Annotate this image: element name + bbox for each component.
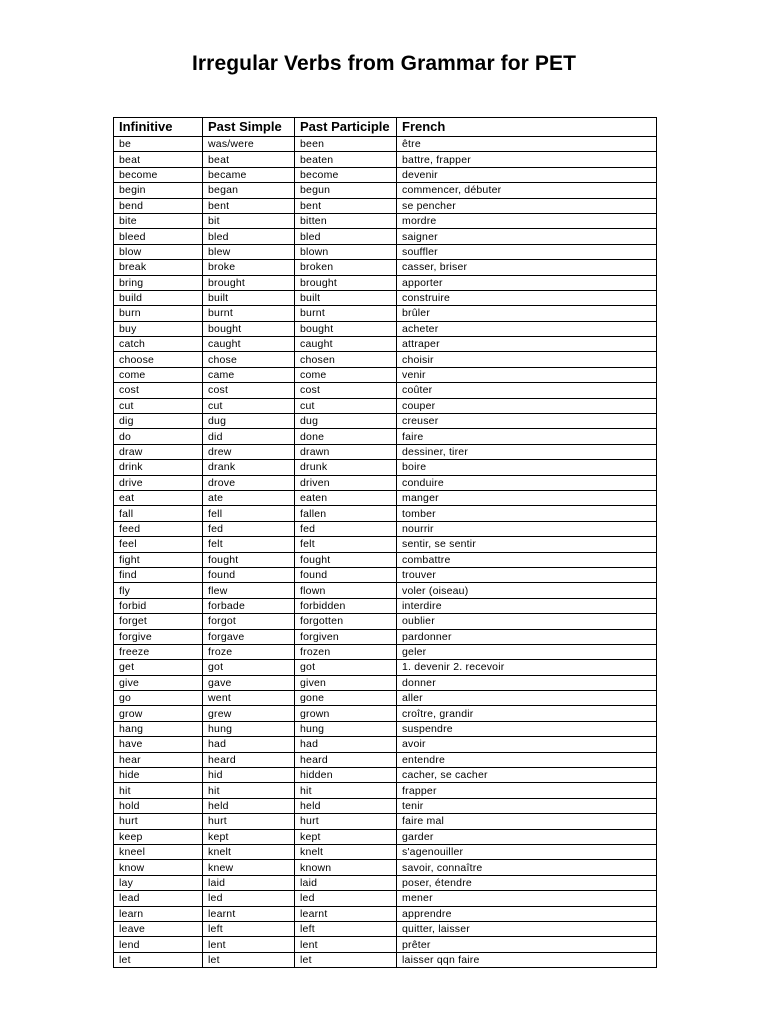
past-participle-cell: done [295, 429, 397, 444]
french-cell: mordre [397, 213, 657, 228]
past-simple-cell: forbade [203, 598, 295, 613]
infinitive-cell: lend [114, 937, 203, 952]
table-row [114, 460, 657, 475]
infinitive-cell: catch [114, 337, 203, 352]
table-row [114, 367, 657, 382]
past-participle-cell: come [295, 367, 397, 382]
table-row [114, 198, 657, 213]
french-cell: commencer, débuter [397, 183, 657, 198]
past-participle-cell: heard [295, 752, 397, 767]
infinitive-cell: hurt [114, 814, 203, 829]
infinitive-cell: cut [114, 398, 203, 413]
infinitive-cell: lead [114, 891, 203, 906]
past-participle-cell: bitten [295, 213, 397, 228]
infinitive-cell: drink [114, 460, 203, 475]
table-row [114, 521, 657, 536]
past-participle-cell: fought [295, 552, 397, 567]
infinitive-cell: find [114, 567, 203, 582]
infinitive-cell: fall [114, 506, 203, 521]
past-participle-cell: forbidden [295, 598, 397, 613]
past-simple-cell: lent [203, 937, 295, 952]
table-row [114, 752, 657, 767]
french-cell: frapper [397, 783, 657, 798]
french-cell: nourrir [397, 521, 657, 536]
past-participle-cell: forgiven [295, 629, 397, 644]
past-simple-cell: kept [203, 829, 295, 844]
infinitive-cell: have [114, 737, 203, 752]
past-simple-cell: began [203, 183, 295, 198]
table-row [114, 706, 657, 721]
table-row [114, 337, 657, 352]
table-row [114, 814, 657, 829]
past-simple-cell: flew [203, 583, 295, 598]
table-row [114, 644, 657, 659]
past-participle-cell: fallen [295, 506, 397, 521]
infinitive-cell: let [114, 952, 203, 967]
french-cell: entendre [397, 752, 657, 767]
french-cell: brûler [397, 306, 657, 321]
table-row [114, 444, 657, 459]
french-cell: prêter [397, 937, 657, 952]
french-cell: laisser qqn faire [397, 952, 657, 967]
infinitive-cell: beat [114, 152, 203, 167]
french-cell: creuser [397, 414, 657, 429]
column-header-french: French [397, 118, 657, 137]
infinitive-cell: bleed [114, 229, 203, 244]
french-cell: être [397, 137, 657, 152]
infinitive-cell: eat [114, 490, 203, 505]
infinitive-cell: do [114, 429, 203, 444]
infinitive-cell: fly [114, 583, 203, 598]
past-simple-cell: found [203, 567, 295, 582]
table-row [114, 906, 657, 921]
past-simple-cell: had [203, 737, 295, 752]
french-cell: choisir [397, 352, 657, 367]
french-cell: combattre [397, 552, 657, 567]
french-cell: se pencher [397, 198, 657, 213]
table-row [114, 737, 657, 752]
past-participle-cell: drunk [295, 460, 397, 475]
infinitive-cell: fight [114, 552, 203, 567]
infinitive-cell: come [114, 367, 203, 382]
past-participle-cell: driven [295, 475, 397, 490]
past-simple-cell: drew [203, 444, 295, 459]
infinitive-cell: know [114, 860, 203, 875]
past-participle-cell: eaten [295, 490, 397, 505]
table-row [114, 552, 657, 567]
past-participle-cell: knelt [295, 844, 397, 859]
french-cell: devenir [397, 167, 657, 182]
past-participle-cell: forgotten [295, 614, 397, 629]
past-simple-cell: fell [203, 506, 295, 521]
past-participle-cell: broken [295, 260, 397, 275]
french-cell: suspendre [397, 721, 657, 736]
past-participle-cell: bent [295, 198, 397, 213]
table-row [114, 429, 657, 444]
french-cell: couper [397, 398, 657, 413]
table-row [114, 244, 657, 259]
past-participle-cell: learnt [295, 906, 397, 921]
french-cell: faire mal [397, 814, 657, 829]
french-cell: s'agenouiller [397, 844, 657, 859]
past-participle-cell: hidden [295, 768, 397, 783]
infinitive-cell: hide [114, 768, 203, 783]
french-cell: mener [397, 891, 657, 906]
infinitive-cell: hang [114, 721, 203, 736]
past-simple-cell: dug [203, 414, 295, 429]
past-simple-cell: was/were [203, 137, 295, 152]
infinitive-cell: bite [114, 213, 203, 228]
french-cell: voler (oiseau) [397, 583, 657, 598]
past-participle-cell: cost [295, 383, 397, 398]
french-cell: saigner [397, 229, 657, 244]
past-simple-cell: cost [203, 383, 295, 398]
past-participle-cell: dug [295, 414, 397, 429]
past-participle-cell: been [295, 137, 397, 152]
table-row [114, 475, 657, 490]
past-participle-cell: known [295, 860, 397, 875]
french-cell: faire [397, 429, 657, 444]
table-row [114, 798, 657, 813]
table-row [114, 167, 657, 182]
past-simple-cell: caught [203, 337, 295, 352]
infinitive-cell: dig [114, 414, 203, 429]
past-simple-cell: heard [203, 752, 295, 767]
french-cell: donner [397, 675, 657, 690]
column-header-past-simple: Past Simple [203, 118, 295, 137]
french-cell: trouver [397, 567, 657, 582]
past-simple-cell: drank [203, 460, 295, 475]
french-cell: casser, briser [397, 260, 657, 275]
past-participle-cell: burnt [295, 306, 397, 321]
french-cell: interdire [397, 598, 657, 613]
table-row [114, 506, 657, 521]
table-row [114, 629, 657, 644]
french-cell: garder [397, 829, 657, 844]
infinitive-cell: bring [114, 275, 203, 290]
past-participle-cell: lent [295, 937, 397, 952]
past-participle-cell: chosen [295, 352, 397, 367]
past-participle-cell: led [295, 891, 397, 906]
past-simple-cell: gave [203, 675, 295, 690]
infinitive-cell: keep [114, 829, 203, 844]
past-participle-cell: frozen [295, 644, 397, 659]
past-simple-cell: went [203, 691, 295, 706]
table-body [114, 137, 657, 968]
past-participle-cell: begun [295, 183, 397, 198]
table-row [114, 213, 657, 228]
french-cell: manger [397, 490, 657, 505]
french-cell: cacher, se cacher [397, 768, 657, 783]
past-participle-cell: held [295, 798, 397, 813]
past-simple-cell: let [203, 952, 295, 967]
past-simple-cell: grew [203, 706, 295, 721]
french-cell: venir [397, 367, 657, 382]
past-participle-cell: caught [295, 337, 397, 352]
infinitive-cell: feel [114, 537, 203, 552]
past-simple-cell: built [203, 290, 295, 305]
french-cell: dessiner, tirer [397, 444, 657, 459]
past-participle-cell: felt [295, 537, 397, 552]
past-simple-cell: knelt [203, 844, 295, 859]
past-simple-cell: chose [203, 352, 295, 367]
infinitive-cell: cost [114, 383, 203, 398]
table-row [114, 383, 657, 398]
table-row [114, 229, 657, 244]
column-header-past-participle: Past Participle [295, 118, 397, 137]
infinitive-cell: hit [114, 783, 203, 798]
infinitive-cell: feed [114, 521, 203, 536]
past-simple-cell: beat [203, 152, 295, 167]
past-participle-cell: laid [295, 875, 397, 890]
infinitive-cell: leave [114, 921, 203, 936]
past-participle-cell: cut [295, 398, 397, 413]
past-simple-cell: brought [203, 275, 295, 290]
past-participle-cell: hit [295, 783, 397, 798]
table-row [114, 567, 657, 582]
past-simple-cell: led [203, 891, 295, 906]
table-row [114, 829, 657, 844]
table-row [114, 675, 657, 690]
infinitive-cell: begin [114, 183, 203, 198]
french-cell: aller [397, 691, 657, 706]
infinitive-cell: freeze [114, 644, 203, 659]
infinitive-cell: be [114, 137, 203, 152]
past-participle-cell: drawn [295, 444, 397, 459]
french-cell: souffler [397, 244, 657, 259]
infinitive-cell: forgive [114, 629, 203, 644]
past-participle-cell: had [295, 737, 397, 752]
infinitive-cell: forbid [114, 598, 203, 613]
past-participle-cell: fed [295, 521, 397, 536]
past-simple-cell: hung [203, 721, 295, 736]
table-row [114, 860, 657, 875]
past-participle-cell: given [295, 675, 397, 690]
past-simple-cell: hit [203, 783, 295, 798]
past-participle-cell: beaten [295, 152, 397, 167]
past-participle-cell: got [295, 660, 397, 675]
table-row [114, 152, 657, 167]
french-cell: sentir, se sentir [397, 537, 657, 552]
past-participle-cell: found [295, 567, 397, 582]
table-row [114, 844, 657, 859]
french-cell: conduire [397, 475, 657, 490]
past-simple-cell: burnt [203, 306, 295, 321]
past-simple-cell: broke [203, 260, 295, 275]
past-simple-cell: held [203, 798, 295, 813]
past-participle-cell: bled [295, 229, 397, 244]
french-cell: poser, étendre [397, 875, 657, 890]
past-simple-cell: drove [203, 475, 295, 490]
infinitive-cell: lay [114, 875, 203, 890]
past-simple-cell: did [203, 429, 295, 444]
past-simple-cell: fed [203, 521, 295, 536]
past-simple-cell: hurt [203, 814, 295, 829]
table-row [114, 691, 657, 706]
french-cell: battre, frapper [397, 152, 657, 167]
french-cell: attraper [397, 337, 657, 352]
table-row [114, 952, 657, 967]
infinitive-cell: go [114, 691, 203, 706]
french-cell: pardonner [397, 629, 657, 644]
past-participle-cell: brought [295, 275, 397, 290]
french-cell: geler [397, 644, 657, 659]
past-participle-cell: blown [295, 244, 397, 259]
past-participle-cell: hung [295, 721, 397, 736]
past-simple-cell: fought [203, 552, 295, 567]
table-row [114, 598, 657, 613]
table-row [114, 352, 657, 367]
infinitive-cell: hear [114, 752, 203, 767]
table-row [114, 306, 657, 321]
table-row [114, 660, 657, 675]
french-cell: construire [397, 290, 657, 305]
past-simple-cell: bent [203, 198, 295, 213]
past-participle-cell: flown [295, 583, 397, 598]
past-participle-cell: hurt [295, 814, 397, 829]
table-row [114, 891, 657, 906]
infinitive-cell: drive [114, 475, 203, 490]
table-row [114, 183, 657, 198]
infinitive-cell: hold [114, 798, 203, 813]
past-simple-cell: ate [203, 490, 295, 505]
past-simple-cell: felt [203, 537, 295, 552]
past-simple-cell: became [203, 167, 295, 182]
table-header-row [114, 118, 657, 137]
past-participle-cell: let [295, 952, 397, 967]
table-row [114, 490, 657, 505]
infinitive-cell: break [114, 260, 203, 275]
table-row [114, 537, 657, 552]
past-participle-cell: built [295, 290, 397, 305]
table-row [114, 783, 657, 798]
infinitive-cell: kneel [114, 844, 203, 859]
french-cell: quitter, laisser [397, 921, 657, 936]
past-simple-cell: froze [203, 644, 295, 659]
french-cell: apprendre [397, 906, 657, 921]
past-participle-cell: kept [295, 829, 397, 844]
table-row [114, 921, 657, 936]
past-simple-cell: knew [203, 860, 295, 875]
french-cell: avoir [397, 737, 657, 752]
past-simple-cell: forgave [203, 629, 295, 644]
page-title: Irregular Verbs from Grammar for PET [191, 52, 577, 75]
infinitive-cell: give [114, 675, 203, 690]
french-cell: coûter [397, 383, 657, 398]
table-row [114, 275, 657, 290]
french-cell: tomber [397, 506, 657, 521]
table-row [114, 137, 657, 152]
past-participle-cell: bought [295, 321, 397, 336]
past-simple-cell: blew [203, 244, 295, 259]
past-simple-cell: bit [203, 213, 295, 228]
past-simple-cell: forgot [203, 614, 295, 629]
table-row [114, 414, 657, 429]
table-row [114, 260, 657, 275]
table-row [114, 768, 657, 783]
past-simple-cell: came [203, 367, 295, 382]
past-simple-cell: learnt [203, 906, 295, 921]
past-simple-cell: laid [203, 875, 295, 890]
past-participle-cell: become [295, 167, 397, 182]
french-cell: croître, grandir [397, 706, 657, 721]
infinitive-cell: forget [114, 614, 203, 629]
past-simple-cell: got [203, 660, 295, 675]
infinitive-cell: bend [114, 198, 203, 213]
french-cell: apporter [397, 275, 657, 290]
french-cell: tenir [397, 798, 657, 813]
infinitive-cell: blow [114, 244, 203, 259]
past-simple-cell: bled [203, 229, 295, 244]
past-participle-cell: left [295, 921, 397, 936]
past-simple-cell: left [203, 921, 295, 936]
table-row [114, 321, 657, 336]
past-simple-cell: hid [203, 768, 295, 783]
infinitive-cell: get [114, 660, 203, 675]
infinitive-cell: build [114, 290, 203, 305]
past-participle-cell: gone [295, 691, 397, 706]
table-row [114, 614, 657, 629]
column-header-infinitive: Infinitive [114, 118, 203, 137]
french-cell: oublier [397, 614, 657, 629]
french-cell: boire [397, 460, 657, 475]
infinitive-cell: buy [114, 321, 203, 336]
table-row [114, 875, 657, 890]
table-row [114, 937, 657, 952]
past-simple-cell: cut [203, 398, 295, 413]
table-row [114, 398, 657, 413]
irregular-verbs-table [113, 117, 657, 968]
french-cell: acheter [397, 321, 657, 336]
table-row [114, 290, 657, 305]
table-row [114, 583, 657, 598]
infinitive-cell: grow [114, 706, 203, 721]
infinitive-cell: choose [114, 352, 203, 367]
infinitive-cell: become [114, 167, 203, 182]
past-participle-cell: grown [295, 706, 397, 721]
table-row [114, 721, 657, 736]
infinitive-cell: burn [114, 306, 203, 321]
past-simple-cell: bought [203, 321, 295, 336]
french-cell: savoir, connaître [397, 860, 657, 875]
infinitive-cell: learn [114, 906, 203, 921]
infinitive-cell: draw [114, 444, 203, 459]
french-cell: 1. devenir 2. recevoir [397, 660, 657, 675]
